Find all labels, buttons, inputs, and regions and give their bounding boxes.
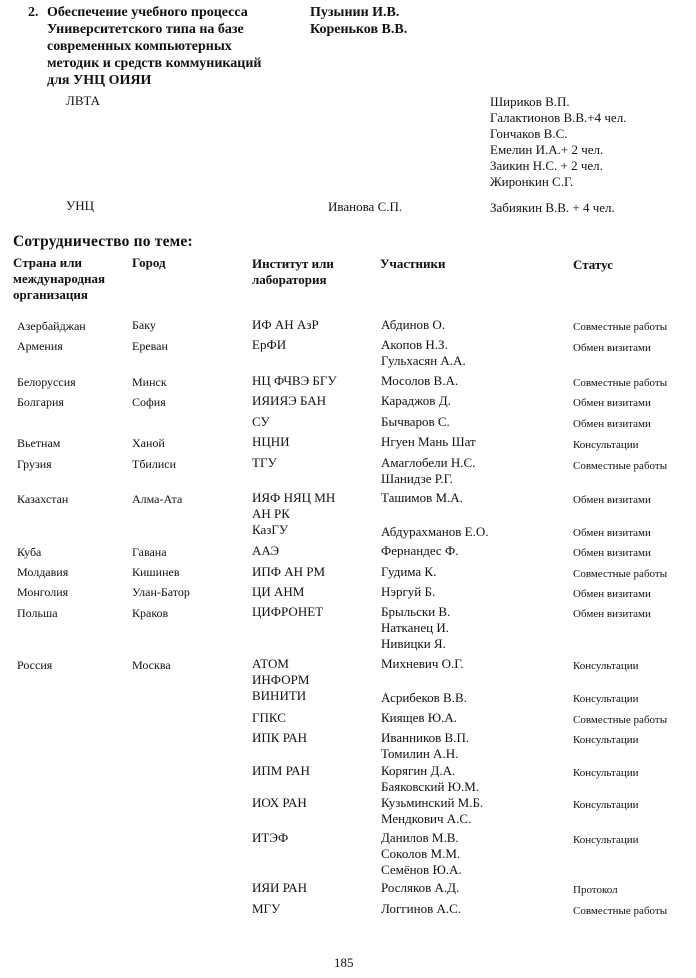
cell-country: Армения	[17, 339, 63, 353]
cell-country: Россия	[17, 658, 53, 672]
cell-institute: МГУ	[252, 901, 281, 916]
cell-participants: Гудима К.	[381, 564, 437, 579]
cell-participants: Абдинов О.	[381, 317, 446, 332]
cell-city: Алма-Ата	[132, 492, 183, 506]
cell-participants: Иванников В.П. Томилин А.Н.	[381, 730, 470, 761]
cell-institute: ААЭ	[252, 543, 280, 558]
cell-city: Минск	[132, 375, 167, 389]
cell-participants: Ташимов М.А.	[381, 490, 463, 505]
cell-status: Консультации	[573, 767, 639, 779]
cell-institute: ВИНИТИ	[252, 688, 307, 703]
item-title: Обеспечение учебного процесса Университетского типа на базе современных компьютерных методик и средств коммуникаций для УНЦ ОИЯИ	[47, 5, 262, 88]
cell-participants: Бычваров С.	[381, 414, 450, 429]
cell-city: Гавана	[132, 545, 167, 559]
cell-status: Обмен визитами	[573, 608, 651, 620]
cell-status: Консультации	[573, 439, 639, 451]
cell-city: Ереван	[132, 339, 168, 353]
cell-institute: ИПМ РАН	[252, 763, 310, 778]
cell-participants: Нэргуй Б.	[381, 584, 436, 599]
cell-status: Совместные работы	[573, 714, 668, 726]
cell-institute: ИФ АН АзР	[252, 317, 319, 332]
cell-institute: ИОХ РАН	[252, 795, 307, 810]
cell-institute: АТОМ ИНФОРМ	[252, 656, 310, 687]
cell-country: Вьетнам	[17, 436, 61, 450]
cell-city: Кишинев	[132, 565, 180, 579]
cell-city: Москва	[132, 658, 171, 672]
cell-institute: КазГУ	[252, 522, 289, 537]
cell-participants: Амаглобели Н.С. Шанидзе Р.Г.	[381, 455, 476, 486]
page-number: 185	[334, 955, 354, 970]
item-number: 2.	[28, 5, 39, 20]
cell-participants: Логгинов А.С.	[381, 901, 462, 916]
cell-institute: ИТЭФ	[252, 830, 289, 845]
cell-status: Обмен визитами	[573, 342, 651, 354]
column-header-status: Статус	[573, 257, 614, 272]
cell-status: Обмен визитами	[573, 527, 651, 539]
cell-institute: НЦ ФЧВЭ БГУ	[252, 373, 337, 388]
cell-status: Консультации	[573, 799, 639, 811]
cell-status: Консультации	[573, 693, 639, 705]
cell-country: Грузия	[17, 457, 52, 471]
cell-status: Обмен визитами	[573, 547, 651, 559]
cell-city: Тбилиси	[132, 457, 177, 471]
cell-status: Консультации	[573, 660, 639, 672]
cell-status: Совместные работы	[573, 377, 668, 389]
cell-status: Обмен визитами	[573, 588, 651, 600]
cell-participants: Данилов М.В. Соколов М.М. Семёнов Ю.А.	[381, 830, 462, 877]
cell-participants: Михневич О.Г.	[381, 656, 464, 671]
lvta-members: Шириков В.П. Галактионов В.В.+4 чел. Гончаков В.С. Емелин И.А.+ 2 чел. Заикин Н.С. + 2 чел. Жиронкин С.Г.	[490, 94, 627, 189]
cell-institute: ЕрФИ	[252, 337, 287, 352]
cell-city: Краков	[132, 606, 169, 620]
cell-status: Совместные работы	[573, 568, 668, 580]
cell-country: Молдавия	[17, 565, 69, 579]
cell-participants: Росляков А.Д.	[381, 880, 460, 895]
cell-participants: Абдурахманов Е.О.	[381, 524, 489, 539]
cell-institute: ИЯИЯЭ БАН	[252, 393, 327, 408]
unc-middle-member: Иванова С.П.	[328, 199, 403, 214]
item-leaders: Пузынин И.В. Кореньков В.В.	[310, 5, 408, 37]
column-header-participants: Участники	[380, 256, 446, 271]
column-header-institute: Институт или лаборатория	[252, 256, 334, 287]
cell-institute: ИЯИ РАН	[252, 880, 308, 895]
cell-country: Азербайджан	[17, 319, 86, 333]
cell-city: Улан-Батор	[132, 585, 190, 599]
cell-country: Болгария	[17, 395, 64, 409]
cell-country: Монголия	[17, 585, 69, 599]
column-header-city: Город	[132, 255, 166, 270]
cell-participants: Кузьминский М.Б. Мендкович А.С.	[381, 795, 484, 826]
cell-status: Совместные работы	[573, 460, 668, 472]
cell-institute: ИПК РАН	[252, 730, 308, 745]
cell-status: Совместные работы	[573, 321, 668, 333]
cooperation-heading: Сотрудничество по теме:	[13, 233, 193, 250]
cell-institute: ГПКС	[252, 710, 286, 725]
cell-country: Куба	[17, 545, 42, 559]
cell-participants: Киящев Ю.А.	[381, 710, 458, 725]
cell-institute: ТГУ	[252, 455, 277, 470]
cell-participants: Акопов Н.З. Гульхасян А.А.	[381, 337, 466, 368]
cell-status: Обмен визитами	[573, 494, 651, 506]
cell-status: Консультации	[573, 834, 639, 846]
cell-participants: Нгуен Мань Шат	[381, 434, 476, 449]
cell-institute: ИПФ АН РМ	[252, 564, 326, 579]
cell-status: Обмен визитами	[573, 418, 651, 430]
cell-country: Казахстан	[17, 492, 69, 506]
cell-status: Консультации	[573, 734, 639, 746]
cell-institute: НЦНИ	[252, 434, 290, 449]
cell-institute: СУ	[252, 414, 270, 429]
cell-city: Баку	[132, 318, 156, 332]
column-header-country: Страна или международная организация	[13, 255, 106, 302]
unc-label: УНЦ	[66, 198, 94, 213]
cell-institute: ИЯФ НЯЦ МН АН РК	[252, 490, 336, 521]
cell-participants: Корягин Д.А. Баяковский Ю.М.	[381, 763, 480, 794]
cell-participants: Караджов Д.	[381, 393, 451, 408]
unc-right-members: Забиякин В.В. + 4 чел.	[490, 200, 615, 215]
cell-country: Белоруссия	[17, 375, 76, 389]
cell-status: Совместные работы	[573, 905, 668, 917]
cell-participants: Асрибеков В.В.	[381, 690, 467, 705]
cell-city: София	[132, 395, 166, 409]
lvta-label: ЛВТА	[66, 93, 100, 108]
cell-participants: Брыльски В. Натканец И. Нивицки Я.	[381, 604, 451, 651]
cell-participants: Фернандес Ф.	[381, 543, 459, 558]
cell-city: Ханой	[132, 436, 165, 450]
cell-institute: ЦИФРОНЕТ	[252, 604, 324, 619]
cell-participants: Мосолов В.А.	[381, 373, 459, 388]
cell-status: Протокол	[573, 884, 618, 896]
cell-status: Обмен визитами	[573, 397, 651, 409]
cell-country: Польша	[17, 606, 58, 620]
cell-institute: ЦИ АНМ	[252, 584, 305, 599]
